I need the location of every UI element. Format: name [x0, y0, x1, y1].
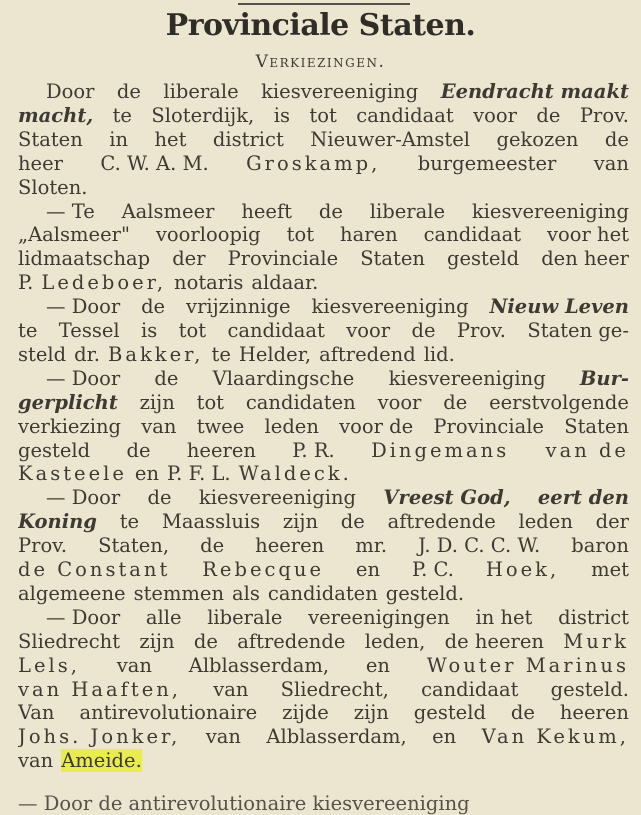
article-line [18, 176, 629, 199]
article-word: de [443, 390, 468, 414]
article-word: voorloopig [155, 223, 261, 247]
article-word: Prov. [18, 534, 68, 558]
article-word: gesteld [18, 438, 91, 462]
article-word: candidaten [245, 390, 356, 414]
article-word: Sliedrecht [18, 629, 121, 653]
article-word: van [205, 725, 241, 749]
article-word: en [432, 725, 457, 749]
article-word: in [109, 127, 129, 151]
article-word: Nieuwer-Amstel [310, 127, 470, 151]
article-line [18, 247, 629, 270]
article-word: Van [18, 701, 55, 725]
article-word: voor [473, 103, 517, 127]
article-word: P. F. L. [167, 462, 231, 486]
article-word: eert den [537, 486, 629, 510]
article-word: gekozen [496, 127, 579, 151]
article-word: aftredend [319, 342, 416, 366]
article-line [18, 271, 629, 294]
article-word: candidaat [423, 223, 522, 247]
article-word: Tessel [58, 319, 120, 342]
article-word: verkiezing [18, 414, 122, 438]
article-line [46, 200, 629, 223]
article-title: Provinciale Staten. [165, 8, 476, 43]
article-word: Staten [18, 127, 83, 151]
article-word: candidaten [267, 581, 378, 605]
article-word: en [355, 558, 381, 581]
article-word: Sloten. [18, 175, 88, 199]
article-word: Vlaardingsche [212, 366, 355, 390]
article-line [18, 128, 629, 151]
article-word: twee [196, 414, 245, 438]
article-word: gesteld [413, 701, 486, 725]
article-word: Door [46, 80, 95, 103]
article-line [18, 582, 629, 605]
article-word: Van Kekum, [481, 725, 629, 749]
article-word: liberale [163, 80, 239, 103]
article-word: van [141, 414, 177, 438]
article-word: gesteld. [550, 677, 629, 701]
article-word: Wouter Marinus [426, 653, 629, 677]
article-line [18, 510, 629, 533]
article-word: Provinciale [433, 414, 544, 438]
article-word: voor [377, 390, 422, 414]
article-word: de [411, 319, 436, 342]
article-word: de [318, 199, 343, 223]
article-word: en [365, 653, 390, 677]
article-word: alle [145, 605, 182, 629]
article-word: algemeene [18, 581, 126, 605]
article-word: P. [18, 271, 34, 295]
article-word: vereenigingen [308, 605, 450, 629]
article-word: leden [264, 414, 319, 438]
article-word: candidaat [421, 677, 519, 701]
article-word: kiesvereeniging [471, 199, 629, 223]
article-word: in het [475, 605, 533, 629]
article-line [18, 630, 629, 653]
article-word: Helder, [238, 342, 312, 366]
article-word: de [340, 510, 365, 534]
article-word: Staten [360, 247, 425, 271]
article-word: Rebecque [202, 558, 324, 581]
article-word: Staten [564, 414, 629, 438]
article-word: tot [178, 319, 207, 342]
article-word: Johs. Jonker, [18, 725, 181, 749]
article-word: is [141, 319, 158, 342]
article-word: — Door [46, 486, 121, 510]
article-word: gesteld. [385, 581, 465, 605]
article-word: voor het [547, 223, 629, 247]
article-word: Lels, [18, 653, 80, 677]
article-word: baron [571, 534, 629, 558]
article-word: J. D. C. C. W. [418, 534, 541, 558]
article-word: antirevolutionaire [79, 701, 258, 725]
article-word: de [141, 295, 166, 319]
article-word: tot [309, 103, 337, 127]
article-word: Waldeck. [238, 462, 352, 486]
article-word: mr. [355, 534, 388, 558]
article-word: gesteld [447, 247, 520, 271]
article-line [18, 678, 629, 701]
article-line [18, 462, 629, 485]
article-line [18, 701, 629, 724]
article-word: van [213, 677, 249, 701]
article-word: dr. [74, 342, 100, 366]
article-line [18, 223, 629, 246]
article-word: Vreest God, [383, 486, 511, 510]
article-word: haren [340, 223, 398, 247]
article-word: eerstvolgende [489, 390, 629, 414]
article-word: leden [518, 510, 573, 534]
article-line [18, 749, 629, 772]
article-word: voor de [339, 414, 414, 438]
article-line [46, 80, 629, 103]
article-word: Sloterdijk, [151, 103, 255, 127]
article-word: heeren [255, 534, 325, 558]
article-line [18, 654, 629, 677]
article-subtitle: Verkiezingen. [255, 52, 386, 72]
article-word: macht, [18, 103, 94, 127]
article-word: kiesvereeniging [198, 486, 357, 510]
article-word: P. R. [292, 438, 335, 462]
article-word: — Door [46, 366, 121, 390]
article-word: en [134, 462, 160, 486]
article-word: de [510, 701, 535, 725]
article-word: de Constant [18, 558, 171, 581]
article-word: stemmen [133, 581, 225, 605]
article-word: den heer [541, 247, 629, 271]
article-word: van de [545, 438, 629, 462]
article-line [18, 415, 629, 438]
article-word: Sliedrecht, [280, 677, 389, 701]
article-line [18, 558, 629, 581]
article-word: district [212, 127, 284, 151]
article-word: Prov. [456, 319, 506, 342]
article-word: zijde [282, 701, 329, 725]
article-word: tot [286, 223, 315, 247]
article-word: kiesvereeniging [261, 80, 419, 103]
article-word: de [200, 534, 225, 558]
article-word: de [126, 438, 151, 462]
article-word: heeren [559, 701, 629, 725]
article-word: heer [18, 151, 63, 175]
article-word: der [595, 510, 629, 534]
article-word: leden, [364, 629, 426, 653]
article-line [18, 725, 629, 748]
article-word: zijn [139, 629, 175, 653]
article-word: P. C. [411, 558, 454, 581]
article-word: Hoek, [485, 558, 560, 581]
article-word: — Te [46, 199, 95, 223]
article-word: van Haaften, [18, 677, 182, 701]
article-word: lid. [423, 342, 455, 366]
article-word: — Door [46, 605, 121, 629]
article-word: Alblasserdam, [266, 725, 407, 749]
article-word: de heeren [444, 629, 544, 653]
cut-off-line: — Door de antirevolutionaire kiesvereeniging [18, 792, 470, 815]
article-word: de [147, 486, 172, 510]
article-word: liberale [369, 199, 445, 223]
article-word: als [232, 581, 260, 605]
article-word: zijn [282, 510, 319, 534]
article-word: de [154, 366, 179, 390]
article-line [18, 534, 629, 557]
article-word: steld [18, 342, 67, 366]
article-word: zijn [353, 701, 389, 725]
article-word: zijn [139, 390, 175, 414]
article-word: Dingemans [371, 438, 510, 462]
article-word: aldaar. [251, 271, 319, 295]
article-word: liberale [207, 605, 283, 629]
article-line [18, 319, 629, 342]
article-word: Alblasserdam, [188, 653, 330, 677]
highlighted-word: Ameide. [61, 749, 142, 773]
article-word: Groskamp, [246, 151, 381, 175]
article-word: aftredende [387, 510, 496, 534]
article-word: kiesvereeniging [388, 366, 546, 390]
article-line [46, 295, 629, 318]
article-word: Maassluis [161, 510, 261, 534]
article-word: — Door [46, 295, 121, 319]
article-word: de [536, 103, 561, 127]
article-word: Bur- [579, 366, 629, 390]
article-line [46, 367, 629, 390]
article-word: te [18, 319, 38, 342]
article-word: Koning [18, 510, 97, 534]
article-line [18, 104, 629, 127]
article-word: candidaat [356, 103, 454, 127]
article-word: Provinciale [227, 247, 339, 271]
article-word: de [604, 127, 629, 151]
article-word: Kasteele [18, 462, 127, 486]
article-word: der [172, 247, 206, 271]
article-line [46, 486, 629, 509]
article-word: het [154, 127, 187, 151]
article-word: Murk [563, 629, 629, 653]
article-line [46, 606, 629, 629]
article-word: tot [196, 390, 225, 414]
article-word: Bakker, [107, 342, 204, 366]
article-word: vrijzinnige [186, 295, 291, 319]
article-word: te [119, 510, 140, 534]
article-word: van [593, 151, 629, 175]
article-line [18, 343, 629, 366]
article-word: „Aalsmeer" [18, 223, 130, 247]
article-word: met [591, 558, 629, 581]
article-word: kiesvereeniging [311, 295, 469, 319]
article-word: notaris [174, 271, 244, 295]
article-word: Staten ge- [527, 319, 629, 342]
article-word: te [211, 342, 231, 366]
article-line [18, 391, 629, 414]
header-rule [238, 3, 410, 5]
article-word: Staten, [98, 534, 170, 558]
article-word: district [558, 605, 629, 629]
article-word: Prov. [579, 103, 629, 127]
article-word: heeren [186, 438, 256, 462]
article-word: lidmaatschap [18, 247, 151, 271]
article-word: Eendracht maakt [440, 80, 629, 103]
article-word: gerplicht [18, 390, 118, 414]
article-word: Ledeboer, [41, 271, 167, 295]
article-line [18, 152, 629, 175]
article-word: van [18, 749, 54, 773]
article-word: aftredende [237, 629, 346, 653]
article-word: Nieuw Leven [489, 295, 629, 319]
article-word: C. W. A. M. [100, 151, 209, 175]
article-word: van [116, 653, 152, 677]
article-word: de [193, 629, 218, 653]
article-line [18, 439, 629, 462]
article-word: de [116, 80, 141, 103]
article-word: Aalsmeer [121, 199, 215, 223]
article-word: voor [346, 319, 391, 342]
article-word: te [112, 103, 132, 127]
article-word: candidaat [227, 319, 325, 342]
article-word: burgemeester [417, 151, 557, 175]
article-word: is [273, 103, 290, 127]
article-word: heeft [241, 199, 293, 223]
